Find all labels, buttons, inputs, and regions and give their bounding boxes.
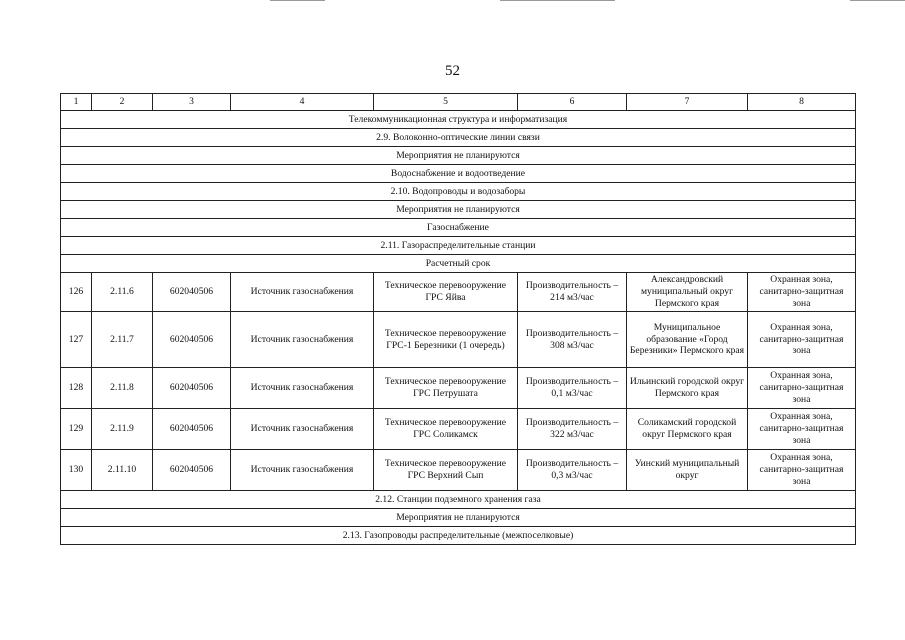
location-cell: Уинский муниципальный округ	[627, 450, 748, 491]
section-row	[61, 111, 856, 129]
table-row	[61, 312, 856, 368]
measures-table	[60, 93, 856, 545]
capacity-cell: Производительность – 322 м3/час	[518, 409, 627, 450]
header-cell: 2	[92, 94, 153, 111]
scan-edge-line-corner	[850, 0, 905, 1]
table-body	[61, 94, 856, 545]
section-row	[61, 219, 856, 237]
section-title-cell: Водоснабжение и водоотведение	[61, 165, 856, 183]
header-cell: 3	[153, 94, 231, 111]
object-code-cell: 602040506	[153, 450, 231, 491]
row-number-cell: 128	[61, 368, 92, 409]
object-code-cell: 602040506	[153, 409, 231, 450]
object-type-cell: Источник газоснабжения	[231, 312, 374, 368]
zone-cell: Охранная зона, санитарно-защитная зона	[748, 273, 856, 312]
measure-name-cell: Техническое перевооружение ГРС Яйва	[374, 273, 518, 312]
item-code-cell: 2.11.9	[92, 409, 153, 450]
measure-name-cell: Техническое перевооружение ГРС Петрушата	[374, 368, 518, 409]
capacity-cell: Производительность – 308 м3/час	[518, 312, 627, 368]
location-cell: Муниципальное образование «Город Березники» Пермского края	[627, 312, 748, 368]
object-code-cell: 602040506	[153, 312, 231, 368]
section-title-cell: 2.10. Водопроводы и водозаборы	[61, 183, 856, 201]
header-cell: 1	[61, 94, 92, 111]
section-row	[61, 491, 856, 509]
table-row	[61, 273, 856, 312]
header-cell: 7	[627, 94, 748, 111]
section-title-cell: Расчетный срок	[61, 255, 856, 273]
location-cell: Соликамский городской округ Пермского края	[627, 409, 748, 450]
zone-cell: Охранная зона, санитарно-защитная зона	[748, 312, 856, 368]
item-code-cell: 2.11.10	[92, 450, 153, 491]
section-row	[61, 165, 856, 183]
zone-cell: Охранная зона, санитарно-защитная зона	[748, 450, 856, 491]
item-code-cell: 2.11.6	[92, 273, 153, 312]
header-cell: 8	[748, 94, 856, 111]
section-title-cell: Мероприятия не планируются	[61, 147, 856, 165]
table-row	[61, 368, 856, 409]
item-code-cell: 2.11.7	[92, 312, 153, 368]
section-row	[61, 527, 856, 545]
object-code-cell: 602040506	[153, 368, 231, 409]
section-title-cell: Телекоммуникационная структура и информатизация	[61, 111, 856, 129]
location-cell: Ильинский городской округ Пермского края	[627, 368, 748, 409]
table-row	[61, 409, 856, 450]
section-title-cell: Газоснабжение	[61, 219, 856, 237]
location-cell: Александровский муниципальный округ Пермского края	[627, 273, 748, 312]
section-row	[61, 201, 856, 219]
row-number-cell: 130	[61, 450, 92, 491]
row-number-cell: 129	[61, 409, 92, 450]
section-title-cell: Мероприятия не планируются	[61, 509, 856, 527]
capacity-cell: Производительность – 0,1 м3/час	[518, 368, 627, 409]
section-row	[61, 255, 856, 273]
section-row	[61, 509, 856, 527]
header-cell: 4	[231, 94, 374, 111]
page-number: 52	[445, 63, 460, 79]
section-title-cell: 2.13. Газопроводы распределительные (межпоселковые)	[61, 527, 856, 545]
measure-name-cell: Техническое перевооружение ГРС-1 Березники (1 очередь)	[374, 312, 518, 368]
section-row	[61, 129, 856, 147]
capacity-cell: Производительность – 0,3 м3/час	[518, 450, 627, 491]
row-number-cell: 126	[61, 273, 92, 312]
header-cell: 5	[374, 94, 518, 111]
measure-name-cell: Техническое перевооружение ГРС Верхний Сып	[374, 450, 518, 491]
section-title-cell: 2.11. Газораспределительные станции	[61, 237, 856, 255]
section-row	[61, 183, 856, 201]
zone-cell: Охранная зона, санитарно-защитная зона	[748, 409, 856, 450]
section-title-cell: 2.9. Волоконно-оптические линии связи	[61, 129, 856, 147]
measure-name-cell: Техническое перевооружение ГРС Соликамск	[374, 409, 518, 450]
object-type-cell: Источник газоснабжения	[231, 368, 374, 409]
table-row	[61, 450, 856, 491]
scan-edge-line-right	[500, 0, 615, 1]
section-row	[61, 237, 856, 255]
section-title-cell: Мероприятия не планируются	[61, 201, 856, 219]
object-type-cell: Источник газоснабжения	[231, 450, 374, 491]
header-cell: 6	[518, 94, 627, 111]
table-header-row	[61, 94, 856, 111]
section-row	[61, 147, 856, 165]
item-code-cell: 2.11.8	[92, 368, 153, 409]
object-type-cell: Источник газоснабжения	[231, 409, 374, 450]
capacity-cell: Производительность – 214 м3/час	[518, 273, 627, 312]
scan-edge-line-left	[270, 0, 325, 1]
object-type-cell: Источник газоснабжения	[231, 273, 374, 312]
object-code-cell: 602040506	[153, 273, 231, 312]
section-title-cell: 2.12. Станции подземного хранения газа	[61, 491, 856, 509]
zone-cell: Охранная зона, санитарно-защитная зона	[748, 368, 856, 409]
row-number-cell: 127	[61, 312, 92, 368]
